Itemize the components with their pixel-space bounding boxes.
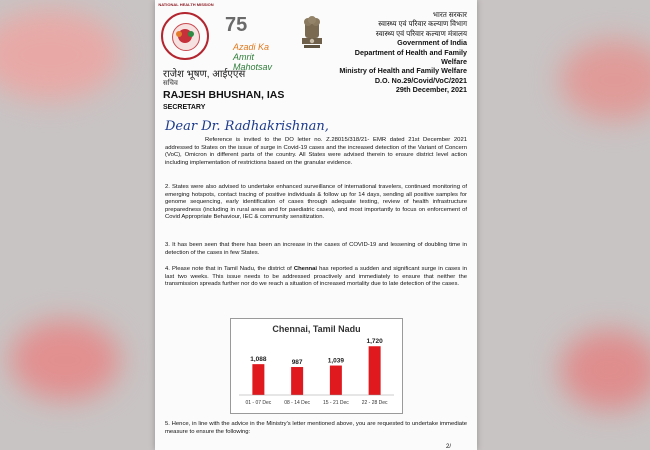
paragraph-3: 3. It has been seen that there has been an increase in the cases of COVID-19 and lessening of doubling time in detection of the cases in few States.	[165, 242, 467, 256]
header-line-dept: Department of Health and Family Welfare	[354, 47, 467, 67]
paragraph-2: 2. States were also advised to undertake enhanced surveillance of international travelers, continued monitoring of emerging hotspots, contact tracing of positive individuals & follow up for 14 days, sending all positive samples for genome sequencing, early identification of cases through adequate testing, review of health infrastructure preparedness (including in rural areas and for paediatric cases), and most importantly to focus on enforcement of Covid Appropriate Behaviour, IEC & community sensitization.	[165, 184, 467, 221]
azadi-line-2: Amrit Mahotsav	[233, 52, 273, 72]
background-blob-left-2	[10, 320, 120, 400]
bar-08-14dec	[291, 367, 303, 395]
reference-number: D.O. No.29/Covid/VoC/2021	[374, 75, 467, 85]
letter-page	[155, 0, 477, 450]
salutation: Dear Dr. Radhakrishnan,	[165, 119, 329, 134]
bar-01-07dec	[252, 364, 264, 395]
paragraph-5: 5. Hence, in line with the advice in the Ministry's letter mentioned above, you are requested to undertake immediate measure to ensure the following:	[165, 421, 467, 435]
sender-title: SECRETARY	[163, 104, 206, 111]
bar-value-label: 1,720	[366, 338, 383, 346]
district-chennai: Chennai	[293, 266, 318, 272]
sender-name-hindi: राजेश भूषण, आईएएस	[163, 69, 246, 80]
azadi-line-1: Azadi Ka	[233, 42, 270, 52]
header-line-goi: Government of India	[397, 38, 467, 48]
x-tick-label: 01 - 07 Dec	[245, 400, 272, 406]
background-blob-right	[560, 40, 650, 120]
chennai-cases-chart	[230, 318, 403, 414]
bar-22-28dec	[369, 346, 381, 395]
background-blob-left	[0, 10, 120, 100]
department-header	[327, 10, 467, 95]
background-blob-right-2	[560, 330, 650, 410]
page-continuation-mark: 2/	[445, 444, 451, 450]
national-emblem-icon	[297, 14, 327, 56]
header-line-hindi-2: स्वास्थ्य एवं परिवार कल्याण विभाग	[378, 19, 467, 29]
bar-15-21dec	[330, 366, 342, 395]
chart-svg	[231, 319, 402, 413]
paragraph-4: 4. Please note that in Tamil Nadu, the district of Chennai has reported a sudden and significant surge in cases in last two weeks. This issue needs to be addressed proactively and immediately to ensure that neither the transmission spreads further nor do we reach a situation of increased mortality due to late detection of the cases.	[165, 266, 467, 288]
x-tick-label: 15 - 21 Dec	[322, 400, 349, 406]
paragraph-1: Reference is invited to the DO letter no. Z.28015/318/21- EMR dated 21st December 2021 addressed to States on the issue of surge in Covid-19 cases and the increased detection of the Variant of Concern (VoC), Omicron in different parts of the country. All States were advised therein to ensure district level action including implementation of restrictions based on the granular evidence.	[165, 137, 467, 166]
nhm-label: NATIONAL HEALTH MISSION	[158, 2, 214, 7]
chart-title: Chennai, Tamil Nadu	[272, 324, 361, 334]
bar-value-label: 1,039	[327, 357, 345, 365]
x-tick-label: 08 - 14 Dec	[284, 400, 311, 406]
bar-value-label: 987	[291, 359, 303, 367]
sender-name: RAJESH BHUSHAN, IAS	[163, 89, 285, 101]
azadi-number: 75	[225, 14, 248, 36]
header-line-hindi-1: भारत सरकार	[432, 10, 467, 19]
azadi-ka-amrit-mahotsav-logo	[221, 14, 281, 72]
sender-title-hindi: सचिव	[163, 80, 178, 87]
header-line-ministry: Ministry of Health and Family Welfare	[339, 66, 467, 76]
bar-value-label: 1,088	[250, 356, 267, 364]
nhm-logo	[161, 12, 209, 60]
letter-date: 29th December, 2021	[395, 85, 467, 95]
header-line-hindi-3: स्वास्थ्य एवं परिवार कल्याण मंत्रालय	[375, 28, 467, 38]
x-tick-label: 22 - 28 Dec	[361, 400, 388, 406]
